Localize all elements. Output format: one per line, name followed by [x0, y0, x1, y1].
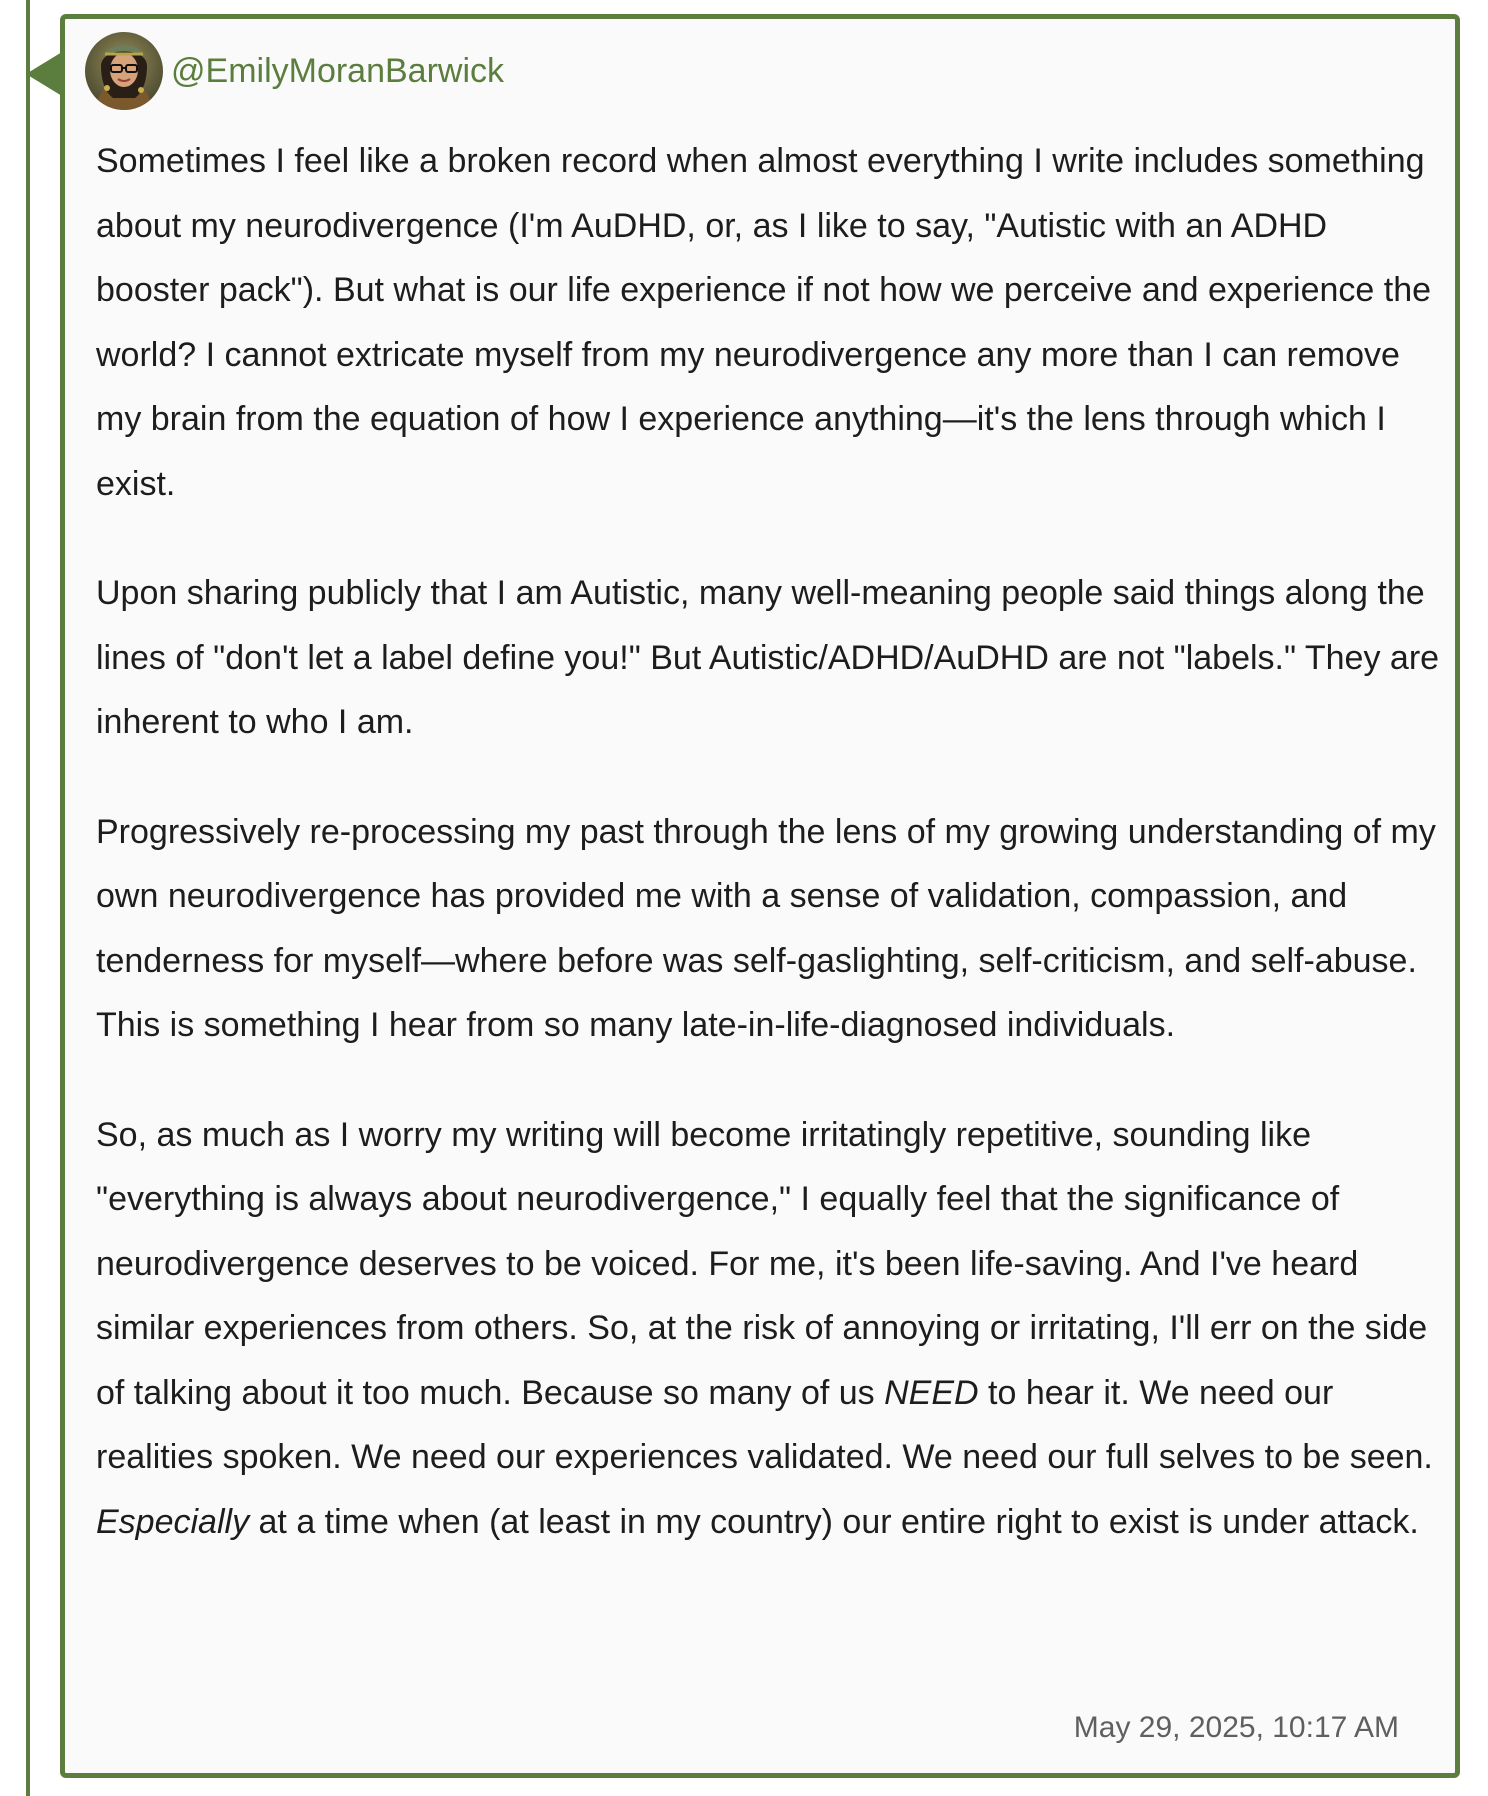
avatar[interactable]	[85, 32, 163, 110]
post-paragraph: Progressively re-processing my past through the lens of my growing understanding of my own neurodivergence has provided me with a sense of validation, compassion, and tenderness for myself—where before was self-gaslighting, self-criticism, and self-abuse. This is something I hear from so many late-in-life-diagnosed individuals.	[96, 812, 1436, 1044]
post-header	[85, 32, 504, 110]
post-body	[96, 129, 1441, 1554]
paragraph-text: to hear it. We need our realities spoken. We need our experiences validated. We need our full selves to be seen.	[96, 1373, 1433, 1476]
avatar-photo-icon	[85, 32, 163, 110]
paragraph-text: at a time when (at least in my country) our entire right to exist is under attack.	[249, 1502, 1419, 1541]
post-paragraph	[96, 1103, 1441, 1555]
author-handle[interactable]: @EmilyMoranBarwick	[171, 52, 505, 90]
post-paragraph: Sometimes I feel like a broken record when almost everything I write includes something about my neurodivergence (I'm AuDHD, or, as I like to say, "Autistic with an ADHD booster pack"). But what is our life experience if not how we perceive and experience the world? I cannot extricate myself from my neurodivergence any more than I can remove my brain from the equation of how I experience anything—it's the lens through which I exist.	[96, 142, 1432, 503]
emphasis-text: NEED	[884, 1373, 979, 1412]
post-card	[60, 14, 1460, 1778]
post-paragraph: Upon sharing publicly that I am Autistic, many well-meaning people said things along the lines of "don't let a label define you!" But Autistic/ADHD/AuDHD are not "labels." They are inherent to who I am.	[96, 574, 1440, 741]
emphasis-text: Especially	[96, 1502, 250, 1541]
post-timestamp[interactable]: May 29, 2025, 10:17 AM	[1073, 1711, 1399, 1744]
thread-pointer-icon	[26, 52, 62, 96]
thread-line	[26, 0, 30, 1796]
paragraph-text: So, as much as I worry my writing will become irritatingly repetitive, sounding like "everything is always about neurodivergence," I equally feel that the significance of neurodivergence deserves to be voiced. For me, it's been life-saving. And I've heard similar experiences from others. So, at the risk of annoying or irritating, I'll err on the side of talking about it too much. Because so many of us	[96, 1115, 1428, 1412]
